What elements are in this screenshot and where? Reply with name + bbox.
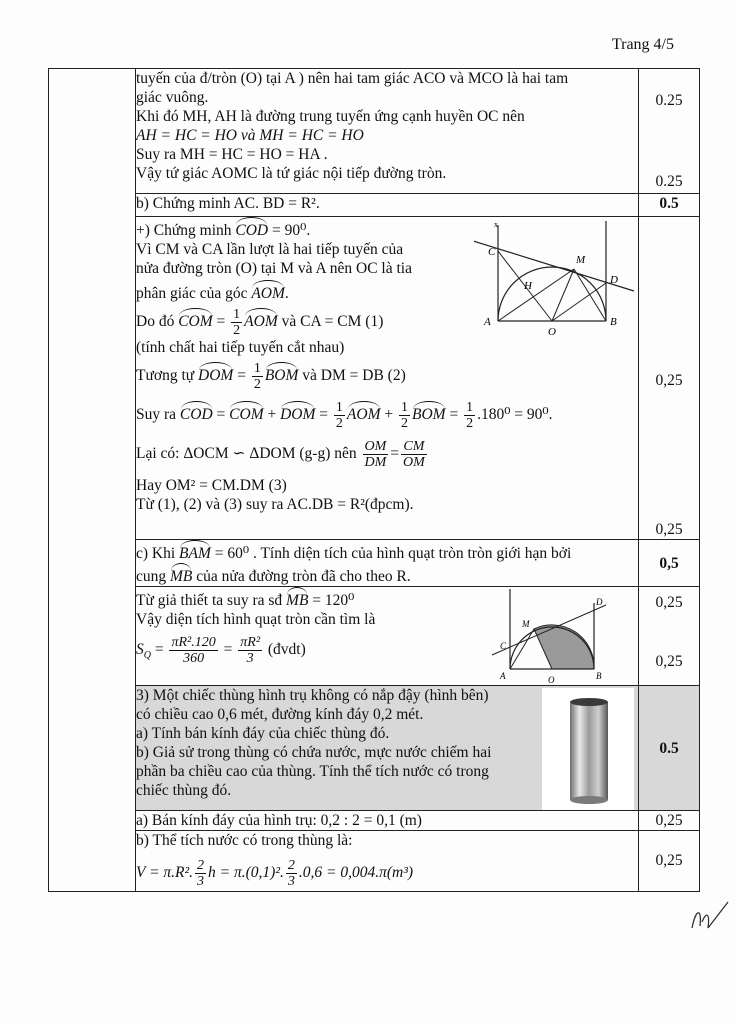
part-3b-content — [136, 831, 639, 892]
part-3-line-1: 3) Một chiếc thùng hình trụ không có nắp đậy (hình bên) — [136, 687, 489, 704]
part-b-line-5: Do đó COM = $\frac{1}{2}$ AOM và CA = CM (1) — [136, 307, 384, 338]
part-c-heading-score: 0,5 — [639, 540, 700, 587]
cylinder-bottom — [570, 796, 608, 804]
row-part-3a — [49, 811, 700, 831]
tangent-figure — [474, 221, 642, 341]
part-a-line-3: Khi đó MH, AH là đường trung tuyến ứng cạnh huyền OC nên — [136, 108, 525, 125]
label-b-c: B — [596, 671, 602, 681]
part-c-heading-line-1: c) Khi BAM = 60⁰ . Tính diện tích của hình quạt tròn tròn giới hạn bởi — [136, 540, 638, 563]
sector-figure — [486, 589, 626, 685]
part-a-score-1: 0.25 — [655, 92, 683, 109]
label-b: B — [610, 316, 617, 328]
part-b-score-end: 0,25 — [655, 521, 683, 538]
part-a-score-cell — [639, 69, 700, 194]
cylinder-body — [570, 702, 608, 800]
label-d-c: D — [596, 597, 603, 607]
label-o: O — [548, 326, 556, 338]
part-b-line-9: Lại có: ΔOCM ∽ ΔDOM (g-g) nên $\frac{OM}{DM}$ = $\frac{CM}{OM}$ — [136, 439, 425, 470]
part-3b-line-1: b) Thể tích nước có trong thùng là: — [136, 832, 353, 849]
part-b-line-3: nửa đường tròn (O) tại M và A nên OC là tia — [136, 260, 412, 277]
left-blank-column — [49, 69, 136, 892]
part-c-score-1: 0,25 — [655, 594, 683, 611]
row-part-3 — [49, 686, 700, 811]
part-3-content — [136, 686, 639, 811]
part-3a-score: 0,25 — [639, 811, 700, 831]
part-b-heading-score: 0.5 — [639, 194, 700, 217]
part-b-content — [136, 217, 639, 540]
part-3-line-2: có chiều cao 0,6 mét, đường kính đáy 0,2 mét. — [136, 706, 424, 723]
part-a-line-2: giác vuông. — [136, 89, 209, 106]
initials-mark — [688, 898, 732, 938]
row-part-b — [49, 217, 700, 540]
part-3b-formula: V = π.R². $\frac{2}{3}$ h = π.(0,1)². $\frac{2}{3}$ .0,6 = 0,004.π(m³) — [136, 858, 413, 889]
label-d: D — [610, 274, 618, 286]
part-3-line-3: a) Tính bán kính đáy của chiếc thùng đó. — [136, 725, 390, 742]
label-o-c: O — [548, 675, 555, 685]
part-b-line-2: Vì CM và CA lần lượt là hai tiếp tuyến của — [136, 241, 404, 258]
label-a: A — [484, 316, 491, 328]
part-a-line-1: tuyến của đ/tròn (O) tại A ) nên hai tam giác ACO và MCO là hai tam — [136, 70, 569, 87]
part-a-line-4: AH = HC = HO và MH = HC = HO — [136, 127, 364, 144]
shaded-sector — [534, 625, 594, 669]
part-a-score-2: 0.25 — [655, 173, 683, 190]
cylinder-image — [542, 688, 634, 810]
part-c-score-2: 0,25 — [655, 653, 683, 670]
part-c-score-cell — [639, 587, 700, 686]
row-part-3b — [49, 831, 700, 892]
cylinder-top — [570, 698, 608, 706]
part-b-line-1: +) Chứng minh COD = 90⁰. — [136, 217, 638, 240]
part-b-line-4: phân giác của góc AOM. — [136, 280, 638, 303]
part-b-line-10: Hay OM² = CM.DM (3) — [136, 477, 287, 494]
part-b-line-7: Tương tự DOM = $\frac{1}{2}$ BOM và DM = DB (2) — [136, 361, 406, 392]
part-c-line-1: Từ giả thiết ta suy ra sđ MB = 120⁰ — [136, 587, 638, 610]
label-m-c: M — [522, 619, 530, 629]
part-3-line-4: b) Giả sử trong thùng có chứa nước, mực nước chiếm hai — [136, 744, 492, 761]
part-3-line-6: chiếc thùng đó. — [136, 782, 232, 799]
row-part-c — [49, 587, 700, 686]
part-3b-score: 0,25 — [655, 852, 683, 869]
part-3b-score-cell — [639, 831, 700, 892]
row-part-c-heading — [49, 540, 700, 587]
part-3-score: 0.5 — [639, 686, 700, 811]
part-c-heading-line-2: cung MB của nửa đường tròn đã cho theo R. — [136, 563, 638, 586]
part-a-content — [136, 69, 639, 194]
part-b-heading: b) Chứng minh AC. BD = R². — [136, 194, 639, 217]
part-b-line-11: Từ (1), (2) và (3) suy ra AC.DB = R²(đpcm). — [136, 496, 414, 513]
part-a-line-5: Suy ra MH = HC = HO = HA . — [136, 146, 328, 163]
part-c-heading — [136, 540, 639, 587]
part-a-line-6: Vậy tứ giác AOMC là tứ giác nội tiếp đường tròn. — [136, 165, 447, 182]
part-b-score-cell — [639, 217, 700, 540]
label-m: M — [576, 254, 586, 266]
label-c: C — [488, 246, 496, 258]
label-x: x — [494, 221, 498, 229]
answer-table — [48, 68, 700, 892]
label-h: H — [524, 280, 532, 292]
part-3-line-5: phần ba chiều cao của thùng. Tính thể tích nước có trong — [136, 763, 489, 780]
part-c-line-2: Vậy diện tích hình quạt tròn cần tìm là — [136, 611, 376, 628]
row-part-a — [49, 69, 700, 194]
label-a-c: A — [500, 671, 506, 681]
segment-am-c — [510, 629, 534, 669]
label-c-c: C — [500, 641, 507, 651]
part-b-line-6: (tính chất hai tiếp tuyến cắt nhau) — [136, 339, 345, 356]
part-b-score-mid: 0,25 — [655, 372, 683, 389]
page-number: Trang 4/5 — [611, 36, 674, 53]
part-c-content — [136, 587, 639, 686]
part-3a-content: a) Bán kính đáy của hình trụ: 0,2 : 2 = 0,1 (m) — [136, 811, 639, 831]
row-part-b-heading — [49, 194, 700, 217]
part-c-formula: $S_Q$ = $\frac{\text{πR².120}}{360}$ = $\frac{\text{πR²}}{3}$ (đvdt) — [136, 635, 306, 666]
part-b-line-8: Suy ra COD = COM + DOM = $\frac{1}{2}$ AOM + $\frac{1}{2}$ BOM = $\frac{1}{2}$ .180⁰ = 90⁰. — [136, 400, 553, 431]
